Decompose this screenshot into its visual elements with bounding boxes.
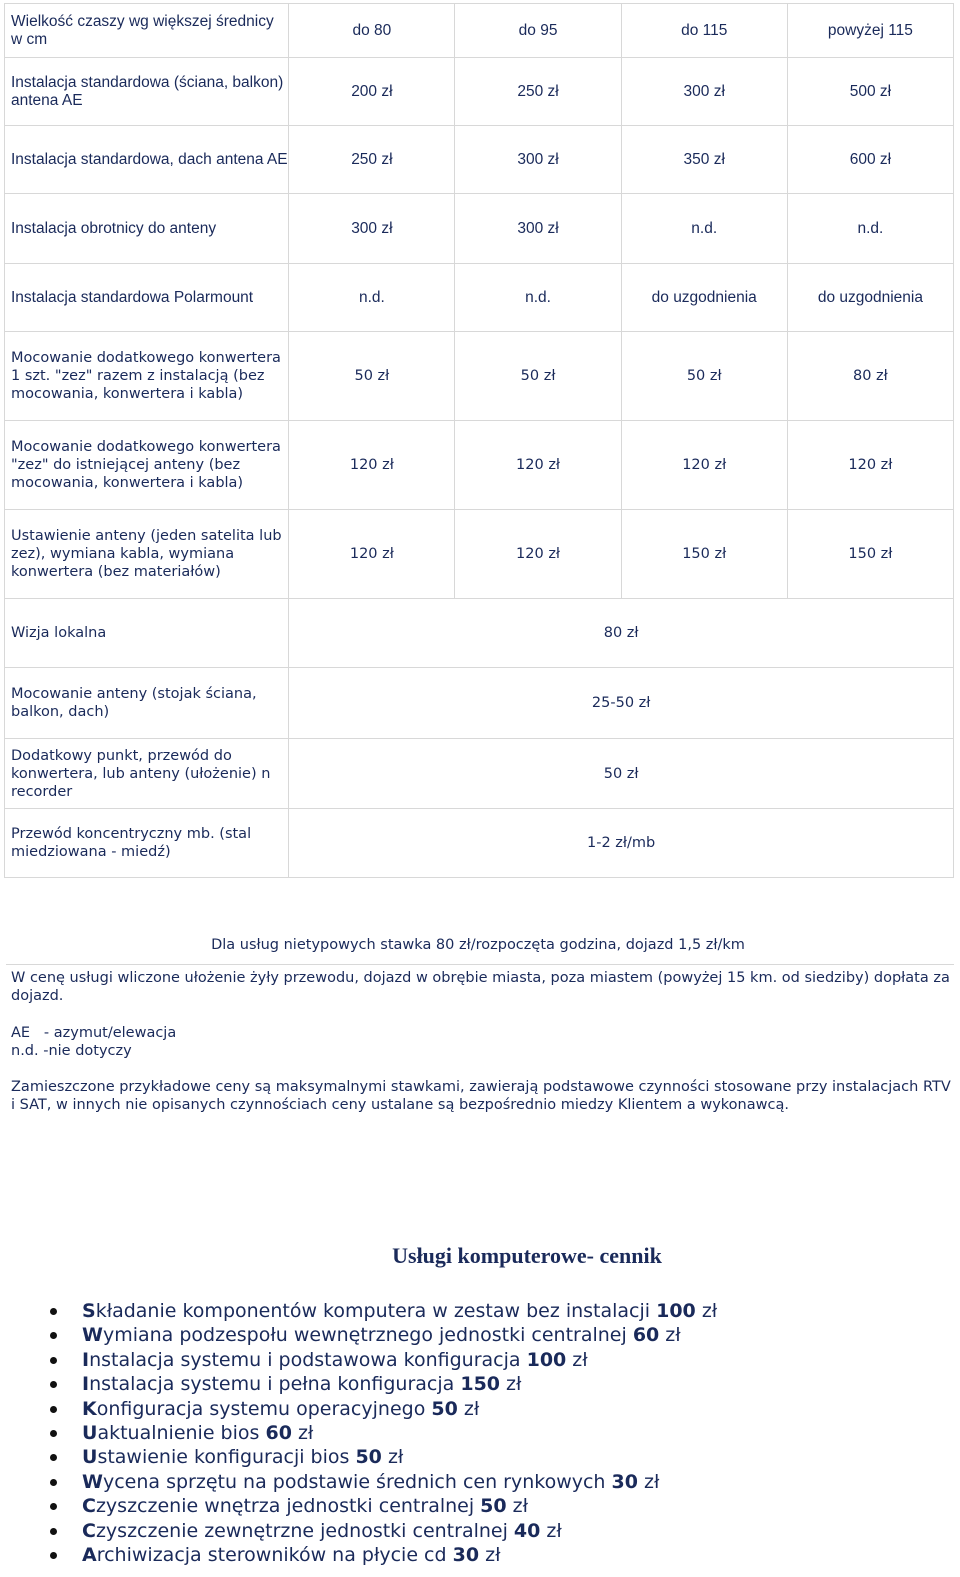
item-text: nstalacja systemu i pełna konfiguracja (89, 1373, 461, 1396)
item-price: 60 (265, 1421, 292, 1444)
price-cell: 300 zł (289, 194, 455, 264)
included-note: W cenę usługi wliczone ułożenie żyły przewodu, dojazd w obrębie miasta, poza miastem (powyżej 15 km. od siedziby) dopłata za dojazd. (11, 970, 950, 1004)
item-initial: W (82, 1470, 103, 1493)
header-col: do 80 (289, 4, 455, 58)
disclaimer: Zamieszczone przykładowe ceny są maksymalnymi stawkami, zawierają podstawowe czynności stosowane przy instalacjach RTV i SAT, w innych nie opisanych czynnościach ceny ustalane są bezpośrednio miedzy Klientem a wykonawcą. (11, 1079, 951, 1113)
row-label: Instalacja standardowa Polarmount (5, 264, 289, 332)
item-unit: zł (500, 1373, 522, 1396)
hourly-rate-note: Dla usług nietypowych stawka 80 zł/rozpoczęta godzina, dojazd 1,5 zł/km (211, 937, 745, 953)
table-row (5, 599, 954, 668)
item-initial: U (82, 1421, 98, 1444)
price-cell: n.d. (289, 264, 455, 332)
price-cell: 120 zł (289, 510, 455, 599)
header-col: powyżej 115 (787, 4, 953, 58)
price-cell: 300 zł (455, 126, 621, 194)
row-label: Instalacja obrotnicy do anteny (5, 194, 289, 264)
price-cell: 80 zł (289, 599, 954, 668)
item-unit: zł (659, 1324, 681, 1347)
item-initial: I (82, 1348, 90, 1371)
item-price: 30 (611, 1470, 638, 1493)
price-cell: do uzgodnienia (787, 264, 953, 332)
item-initial: U (82, 1446, 98, 1469)
item-unit: zł (637, 1470, 660, 1493)
item-price: 40 (513, 1519, 541, 1542)
price-cell: 25-50 zł (289, 668, 954, 739)
list-item (0, 1323, 717, 1347)
price-cell: 120 zł (455, 510, 621, 599)
list-item (0, 1470, 717, 1494)
price-cell: 250 zł (455, 58, 621, 126)
price-cell: n.d. (455, 264, 621, 332)
price-table (4, 3, 954, 878)
item-unit: zł (381, 1446, 404, 1469)
row-label: Wizja lokalna (5, 599, 289, 668)
item-initial: K (82, 1397, 97, 1420)
item-price: 50 (431, 1397, 458, 1420)
table-row (5, 421, 954, 510)
header-col: do 95 (455, 4, 621, 58)
item-unit: zł (291, 1421, 314, 1444)
price-cell: 120 zł (621, 421, 787, 510)
row-label: Mocowanie dodatkowego konwertera "zez" do istniejącej anteny (bez mocowania, konwertera i kabla) (5, 421, 289, 510)
list-item (0, 1519, 717, 1543)
item-price: 100 (526, 1348, 567, 1371)
item-price: 30 (452, 1543, 480, 1566)
price-cell: n.d. (621, 194, 787, 264)
table-row (5, 668, 954, 739)
item-text: stawienie konfiguracji bios (97, 1446, 356, 1469)
page-title: Usługi komputerowe- cennik (392, 1243, 662, 1268)
item-price: 60 (632, 1324, 660, 1347)
table-header-row (5, 4, 954, 58)
price-cell: 150 zł (787, 510, 953, 599)
row-label: Instalacja standardowa, dach antena AE (5, 126, 289, 194)
price-cell: 120 zł (289, 421, 455, 510)
list-item (0, 1372, 717, 1396)
item-text: onfiguracja systemu operacyjnego (96, 1397, 432, 1420)
table-row (5, 264, 954, 332)
item-text: rchiwizacja sterowników na płycie cd (96, 1543, 453, 1566)
price-cell: 500 zł (787, 58, 953, 126)
list-item (0, 1494, 717, 1518)
item-text: ycena sprzętu na podstawie średnich cen rynkowych (102, 1470, 612, 1493)
item-unit: zł (540, 1519, 562, 1542)
item-unit: zł (479, 1543, 501, 1566)
row-label: Ustawienie anteny (jeden satelita lub zez), wymiana kabla, wymiana konwertera (bez materiałów) (5, 510, 289, 599)
header-col: do 115 (621, 4, 787, 58)
item-text: ymiana podzespołu wewnętrznego jednostki centralnej (102, 1324, 633, 1347)
list-item (0, 1348, 717, 1372)
list-item (0, 1421, 717, 1445)
row-label: Dodatkowy punkt, przewód do konwertera, lub anteny (ułożenie) n recorder (5, 739, 289, 809)
table-row (5, 809, 954, 878)
list-item (0, 1445, 717, 1469)
price-cell: 50 zł (621, 332, 787, 421)
price-cell: 50 zł (289, 332, 455, 421)
item-unit: zł (457, 1397, 480, 1420)
header-label: Wielkość czaszy wg większej średnicy w cm (5, 4, 289, 58)
item-text: zyszczenie zewnętrzne jednostki centralnej (95, 1519, 514, 1542)
price-cell: 300 zł (621, 58, 787, 126)
item-price: 100 (656, 1300, 696, 1322)
list-item (0, 1543, 717, 1567)
item-price: 50 (355, 1446, 382, 1469)
item-unit: zł (506, 1495, 529, 1518)
item-initial: A (82, 1543, 97, 1566)
legend-nd: n.d. -nie dotyczy (11, 1043, 132, 1059)
services-list (0, 1299, 717, 1567)
divider (6, 964, 954, 965)
item-text: aktualnienie bios (97, 1421, 266, 1444)
table-row (5, 510, 954, 599)
price-cell: n.d. (787, 194, 953, 264)
item-initial: I (82, 1373, 90, 1396)
price-cell: 150 zł (621, 510, 787, 599)
item-initial: S (82, 1300, 96, 1322)
table-row (5, 194, 954, 264)
item-text: kładanie komponentów komputera w zestaw bez instalacji (95, 1300, 657, 1322)
price-cell: 250 zł (289, 126, 455, 194)
list-item (0, 1397, 717, 1421)
item-initial: C (82, 1495, 96, 1518)
price-cell: 1-2 zł/mb (289, 809, 954, 878)
price-cell: do uzgodnienia (621, 264, 787, 332)
price-cell: 300 zł (455, 194, 621, 264)
price-cell: 600 zł (787, 126, 953, 194)
price-cell: 50 zł (455, 332, 621, 421)
row-label: Instalacja standardowa (ściana, balkon) antena AE (5, 58, 289, 126)
price-cell: 50 zł (289, 739, 954, 809)
item-initial: W (82, 1324, 103, 1347)
table-row (5, 332, 954, 421)
item-unit: zł (566, 1348, 588, 1371)
row-label: Przewód koncentryczny mb. (stal miedziowana - miedź) (5, 809, 289, 878)
item-initial: C (82, 1519, 96, 1542)
row-label: Mocowanie dodatkowego konwertera 1 szt. "zez" razem z instalacją (bez mocowania, konwertera i kabla) (5, 332, 289, 421)
item-text: zyszczenie wnętrza jednostki centralnej (95, 1495, 481, 1518)
table-row (5, 739, 954, 809)
item-price: 150 (460, 1373, 501, 1396)
legend-ae: AE - azymut/elewacja (11, 1025, 177, 1041)
price-cell: 120 zł (787, 421, 953, 510)
price-cell: 200 zł (289, 58, 455, 126)
item-unit: zł (695, 1300, 718, 1322)
price-cell: 350 zł (621, 126, 787, 194)
item-price: 50 (480, 1495, 507, 1518)
list-item (0, 1299, 717, 1323)
table-row (5, 58, 954, 126)
table-row (5, 126, 954, 194)
price-cell: 80 zł (787, 332, 953, 421)
price-cell: 120 zł (455, 421, 621, 510)
row-label: Mocowanie anteny (stojak ściana, balkon, dach) (5, 668, 289, 739)
item-text: nstalacja systemu i podstawowa konfiguracja (89, 1348, 527, 1371)
